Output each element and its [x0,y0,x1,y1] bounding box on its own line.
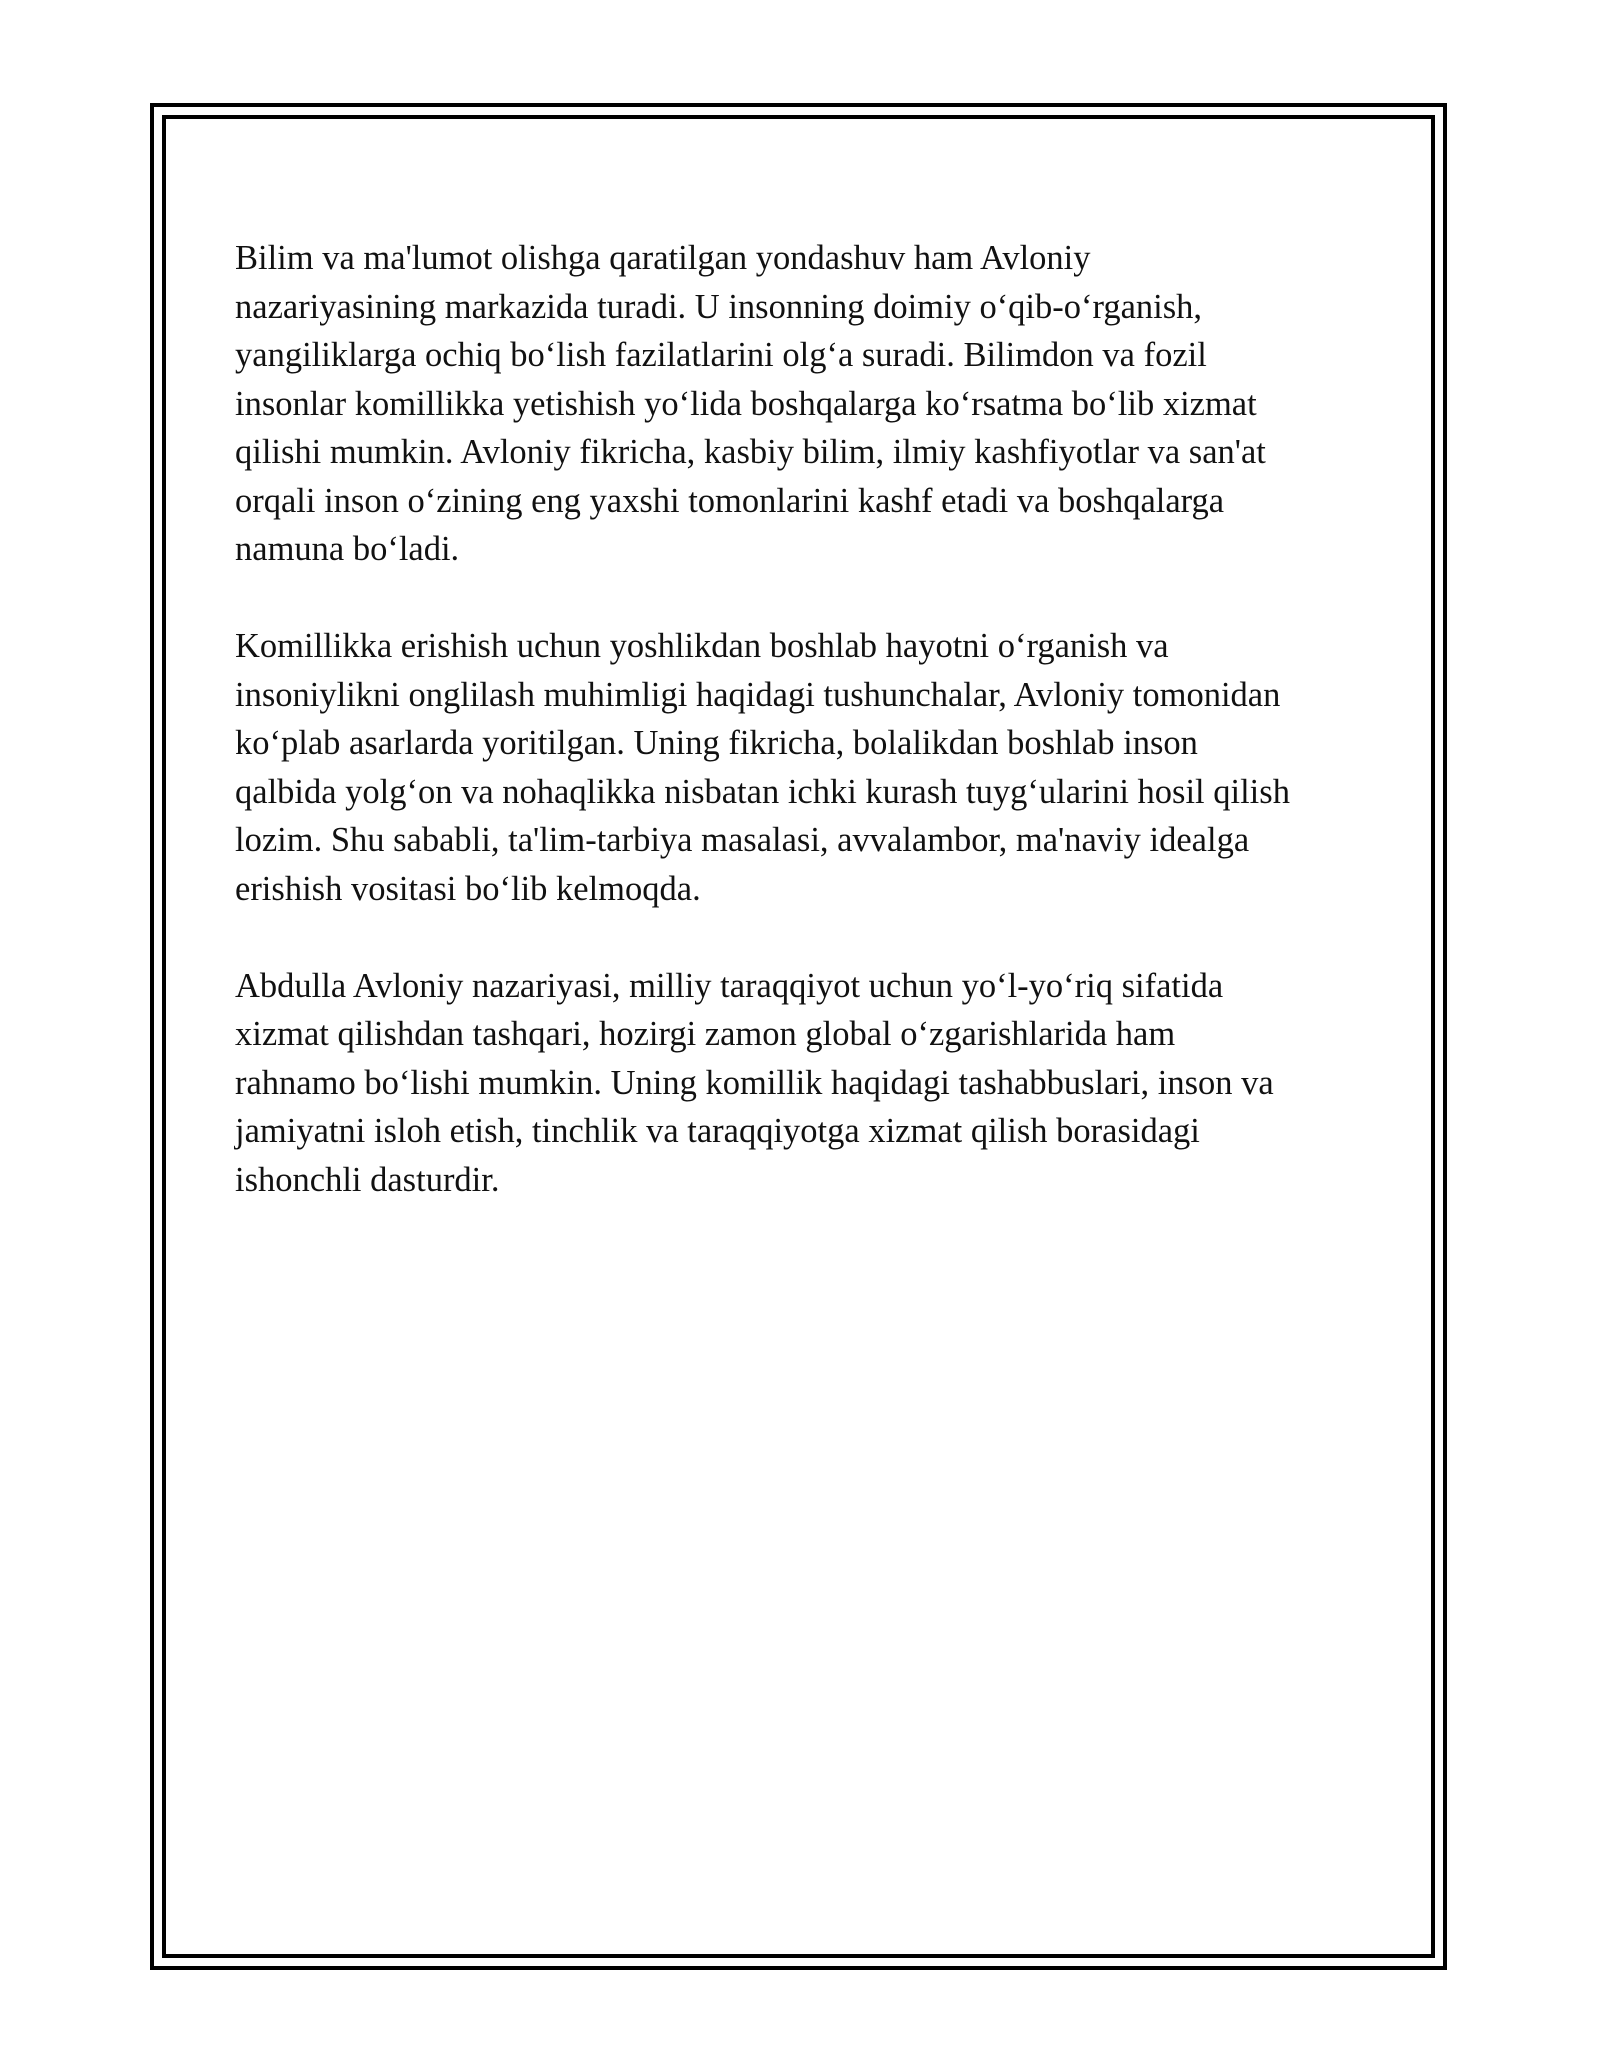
paragraph-2 [235,622,1375,913]
paragraph-1-line: namuna bo‘ladi. [235,530,460,568]
paragraph-3 [235,962,1375,1205]
paragraph-1-line: yangiliklarga ochiq bo‘lish fazilatlarini olg‘a suradi. Bilimdon va fozil [235,336,1207,374]
paragraph-1-line: insonlar komillikka yetishish yo‘lida boshqalarga ko‘rsatma bo‘lib xizmat [235,384,1257,423]
paragraph-1-line: orqali inson o‘zining eng yaxshi tomonlarini kashf etadi va boshqalarga [235,481,1225,520]
paragraph-2-line: insoniylikni onglilash muhimligi haqidagi tushunchalar, Avloniy tomonidan [235,675,1281,714]
paragraph-2-line: qalbida yolg‘on va nohaqlikka nisbatan ichki kurash tuyg‘ularini hosil qilish [235,772,1290,811]
paragraph-1-line: Bilim va ma'lumot olishga qaratilgan yondashuv ham Avloniy [235,239,1091,277]
paragraph-3-line: Abdulla Avloniy nazariyasi, milliy taraqqiyot uchun yo‘l-yo‘riq sifatida [235,966,1224,1005]
paragraph-2-line: lozim. Shu sababli, ta'lim-tarbiya masalasi, avvalambor, ma'naviy idealga [235,821,1250,859]
paragraph-1-line: nazariyasining markazida turadi. U insonning doimiy o‘qib-o‘rganish, [235,287,1203,326]
document-body [235,234,1375,1253]
paragraph-1-line: qilishi mumkin. Avloniy fikricha, kasbiy bilim, ilmiy kashfiyotlar va san'at [235,433,1266,471]
paragraph-1 [235,234,1375,574]
paragraph-2-line: ko‘plab asarlarda yoritilgan. Uning fikricha, bolalikdan boshlab inson [235,724,1198,762]
paragraph-3-line: xizmat qilishdan tashqari, hozirgi zamon global o‘zgarishlarida ham [235,1015,1176,1053]
paragraph-3-line: jamiyatni isloh etish, tinchlik va taraqqiyotga xizmat qilish borasidagi [235,1112,1200,1150]
paragraph-3-line: ishonchli dasturdir. [235,1160,500,1199]
paragraph-3-line: rahnamo bo‘lishi mumkin. Uning komillik haqidagi tashabbuslari, inson va [235,1063,1274,1102]
paragraph-2-line: Komillikka erishish uchun yoshlikdan boshlab hayotni o‘rganish va [235,627,1169,665]
paragraph-2-line: erishish vositasi bo‘lib kelmoqda. [235,869,701,908]
